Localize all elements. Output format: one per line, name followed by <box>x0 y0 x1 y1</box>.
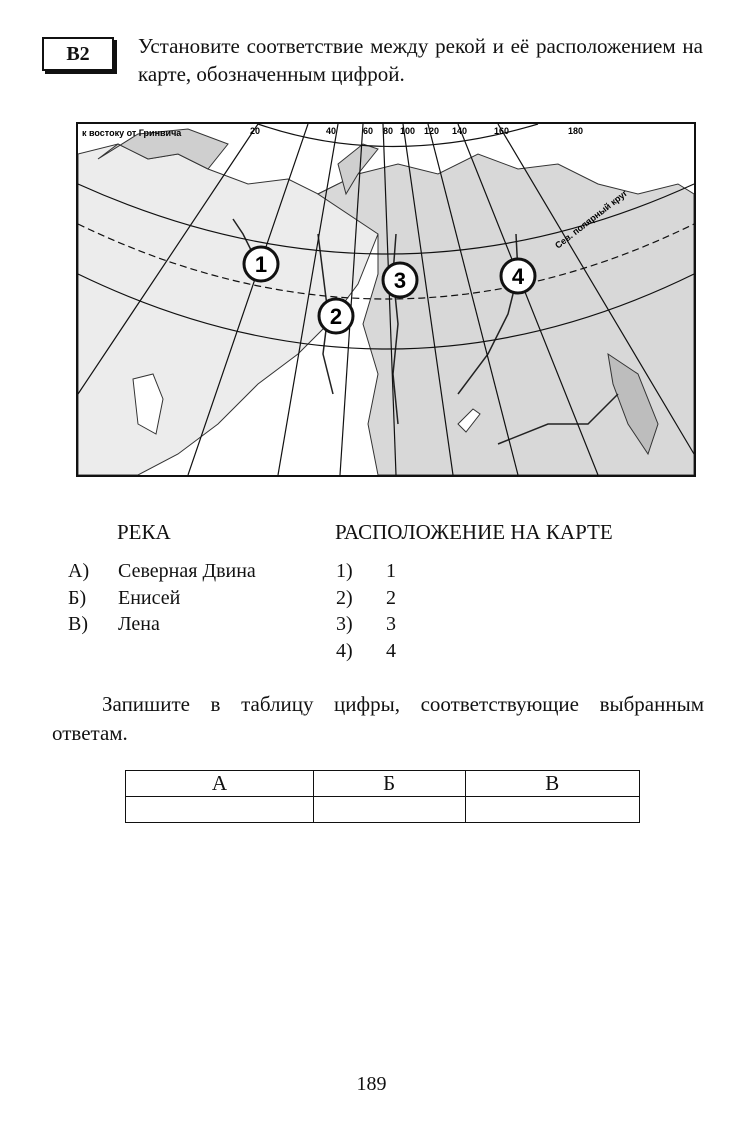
question-text: Установите соответствие между рекой и её расположением на карте, обозначенным цифрой. <box>138 34 703 86</box>
location-value: 3 <box>386 613 396 635</box>
river-name-a: Северная Двина <box>118 560 256 582</box>
task-code-badge: B2 <box>42 37 114 71</box>
svg-text:4: 4 <box>511 264 525 289</box>
meridian-label: 40 <box>326 126 337 136</box>
location-number: 4) <box>336 640 353 662</box>
svg-text:2: 2 <box>329 304 343 329</box>
location-number: 2) <box>336 587 353 609</box>
meridian-label: 180 <box>568 126 584 136</box>
answer-table-header-row <box>126 771 640 797</box>
location-column-header: РАСПОЛОЖЕНИЕ НА КАРТЕ <box>335 520 613 544</box>
map-marker-2 <box>319 299 353 333</box>
meridian-label: 20 <box>250 126 261 136</box>
river-column-header: РЕКА <box>117 520 171 544</box>
meridian-label: 80 <box>383 126 394 136</box>
meridian-label: 120 <box>424 126 440 136</box>
svg-text:3: 3 <box>393 268 407 293</box>
map-marker-4 <box>501 259 535 293</box>
location-number: 1) <box>336 560 353 582</box>
russia-map <box>76 122 696 477</box>
answer-cell-b[interactable] <box>313 797 465 823</box>
meridian-label: 100 <box>400 126 416 136</box>
answer-table <box>125 770 640 823</box>
location-number: 3) <box>336 613 353 635</box>
instruction-text: Запишите в таблицу цифры, соответствующие выбранным ответам. <box>52 692 704 745</box>
answer-cell-a[interactable] <box>126 797 314 823</box>
answer-header-b: Б <box>313 771 465 797</box>
location-value: 4 <box>386 640 396 662</box>
river-letter-b: Б) <box>68 587 87 609</box>
meridian-label: 140 <box>452 126 468 136</box>
arctic-circle-label: Сев. полярный круг <box>553 187 630 251</box>
location-value: 2 <box>386 587 396 609</box>
location-value: 1 <box>386 560 396 582</box>
river-name-b: Енисей <box>118 587 181 609</box>
answer-table-input-row <box>126 797 640 823</box>
svg-text:1: 1 <box>254 252 268 277</box>
page-number: 189 <box>356 1073 387 1095</box>
answer-cell-v[interactable] <box>465 797 639 823</box>
map-marker-1 <box>244 247 278 281</box>
answer-header-a: А <box>126 771 314 797</box>
map-marker-3 <box>383 263 417 297</box>
river-name-v: Лена <box>118 613 160 635</box>
answer-header-v: В <box>465 771 639 797</box>
meridian-label: 60 <box>363 126 374 136</box>
river-letter-a: А) <box>68 560 90 582</box>
meridian-label: 160 <box>494 126 510 136</box>
river-letter-v: В) <box>68 613 88 635</box>
greenwich-label: к востоку от Гринвича <box>82 128 182 138</box>
